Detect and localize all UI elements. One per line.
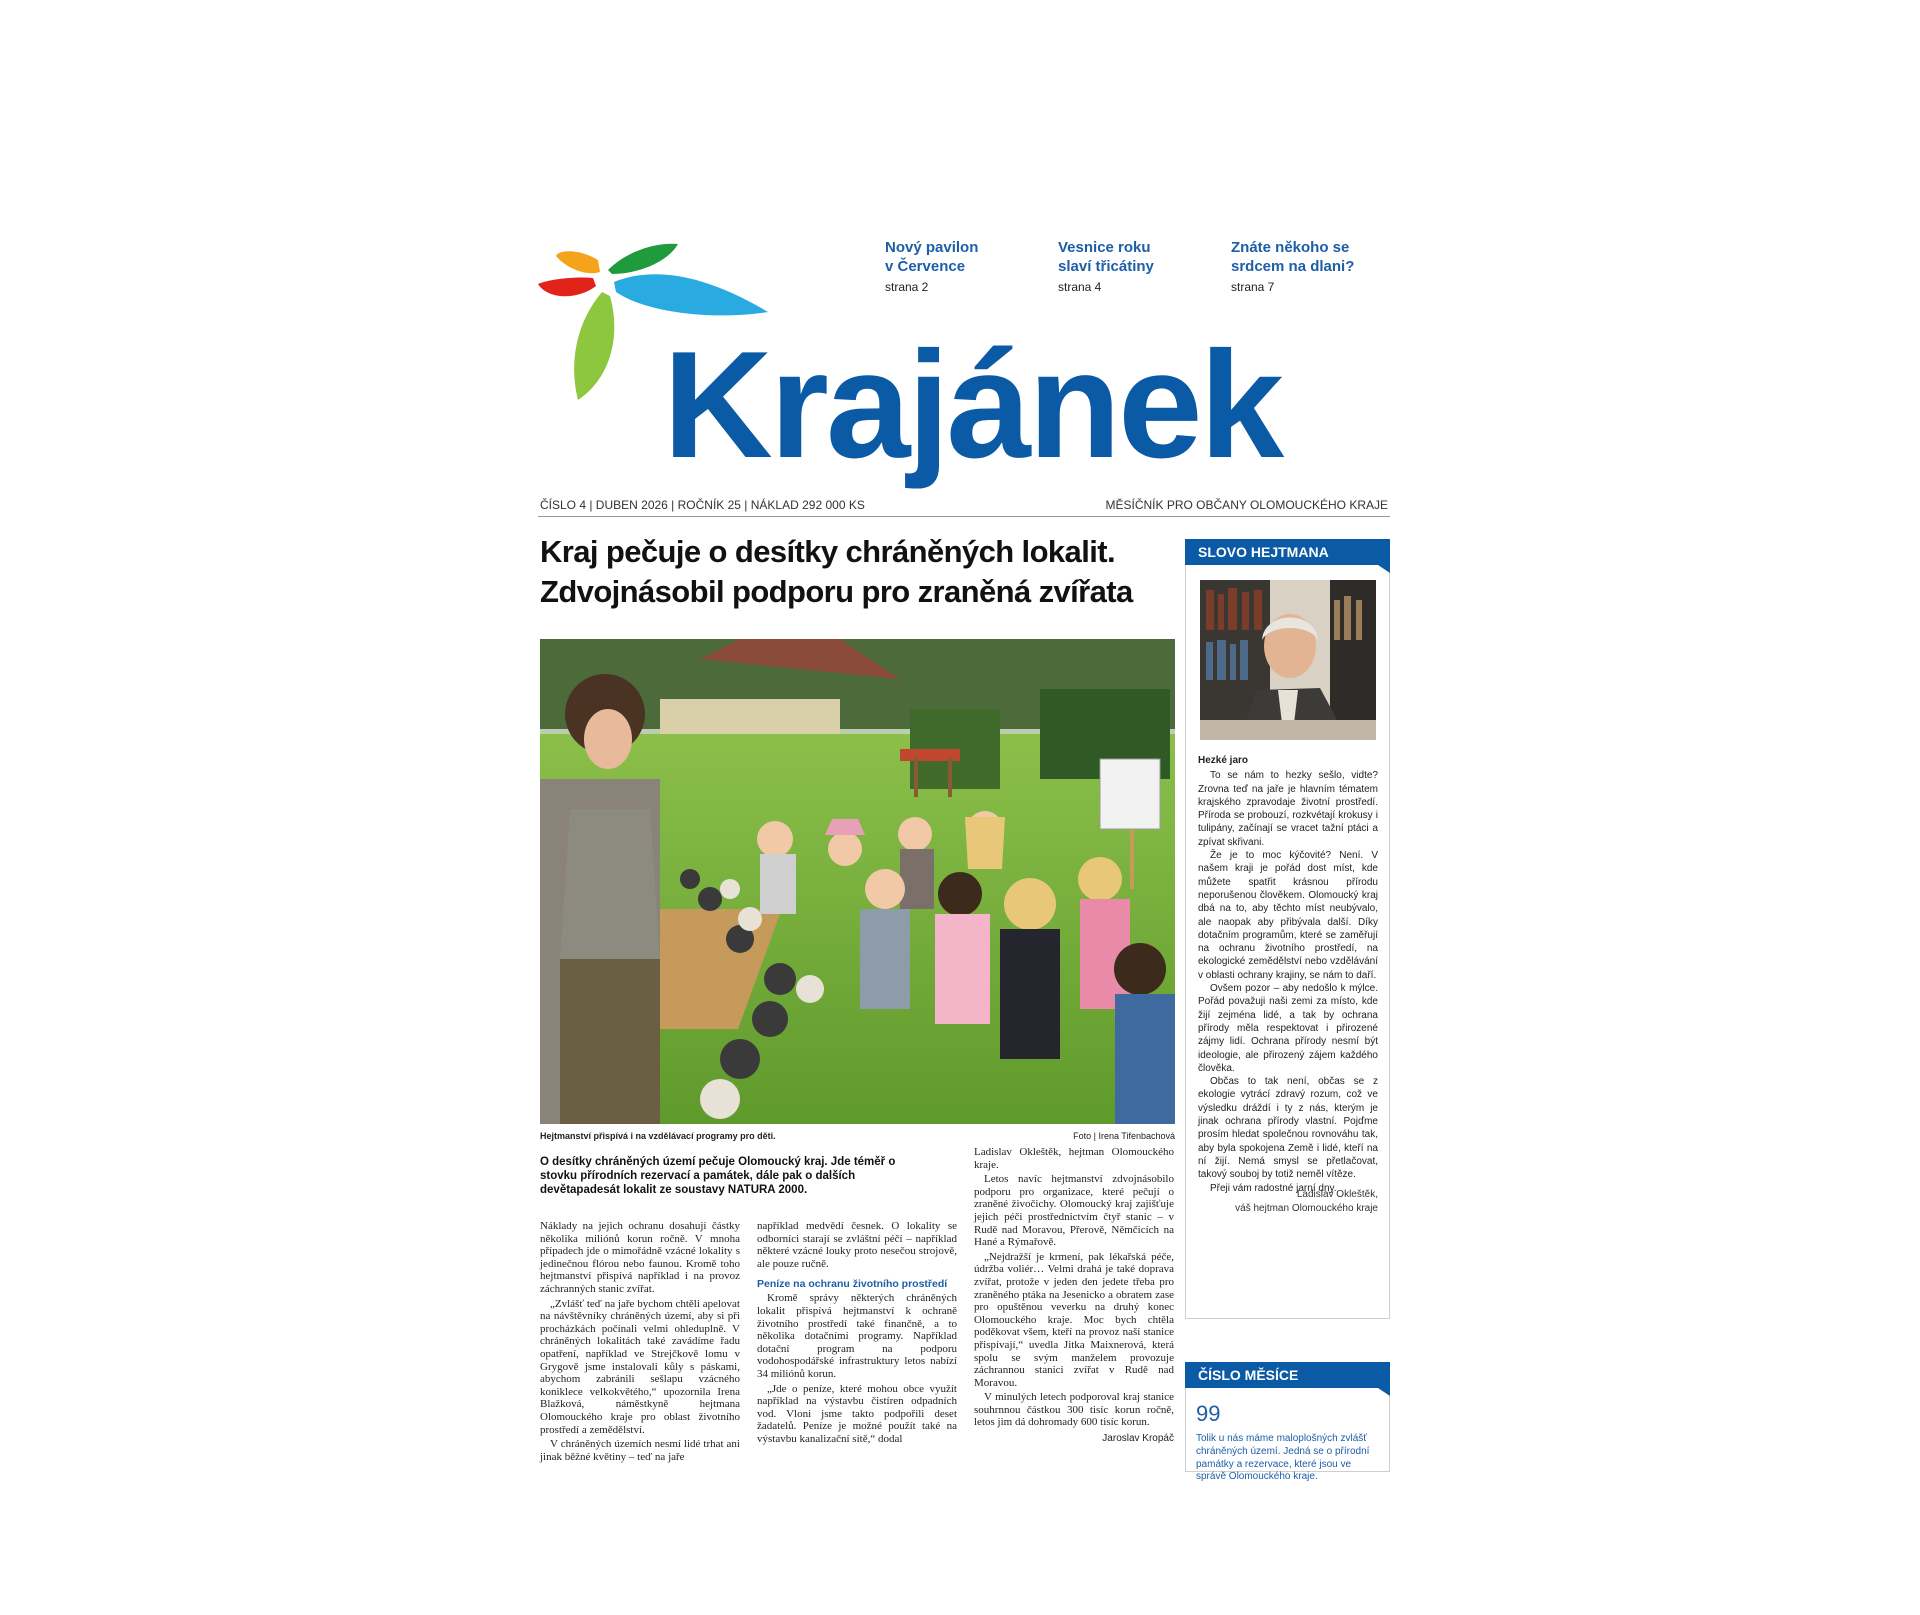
photo-caption: Hejtmanství přispívá i na vzdělávací programy pro děti. xyxy=(540,1131,776,1141)
petal-cyan xyxy=(614,274,768,315)
paragraph: Letos navíc hejtmanství zdvojnásobilo podporu pro organizace, které pečují o zraněné živočichy. Olomoucký kraj zajišťuje jejich péči prostřednictvím čtyř stanic – v Rudě nad Moravou, Přerově, Němčicích na Hané a Rýmařově. xyxy=(974,1173,1174,1249)
governor-signature xyxy=(1198,1188,1378,1216)
paragraph: Přeji vám radostné jarní dny. xyxy=(1210,1182,1337,1194)
article-photo xyxy=(540,639,1175,1124)
teaser-page: strana 4 xyxy=(1058,280,1102,294)
sidebar-governor-column xyxy=(1185,539,1390,1319)
photo-caption-bar xyxy=(540,1131,1175,1141)
issue-info: ČÍSLO 4 | DUBEN 2026 | ROČNÍK 25 | NÁKLAD 292 000 KS xyxy=(540,498,865,512)
petal-orange xyxy=(556,251,600,273)
governor-text xyxy=(1198,754,1378,1195)
governor-heading: Hezké jaro xyxy=(1198,755,1249,766)
paragraph: V minulých letech podporoval kraj stanice souhrnnou částkou 300 tisíc korun ročně, letos jim dá dohromady 600 tisíc korun. xyxy=(974,1391,1174,1429)
paragraph: Ovšem pozor – aby nedošlo k mýlce. Pořád považuji naši zemi za místo, kde žijí zejména lidé, a tak by ochrana přírody měla respektovat i přirozené zájmy lidí. Ochrana přírody nesmí být ideologie, ale přirozený zájem každého člověka. xyxy=(1198,983,1378,1074)
article-column-1 xyxy=(540,1220,740,1465)
governor-portrait xyxy=(1200,580,1376,740)
paragraph: Občas to tak není, občas se z ekologie vytrácí zdravý rozum, což ve výsledku dráždí i ty z nás, kterým je jinak ochrana přírody vlastní. Pojďme prosím hledat společnou rovnováhu tak, aby byla spokojena Země i lidé, kteří na ní žijí. Nemá smysl se přetlačovat, takový souboj by totiž neměl vítěze. xyxy=(1198,1076,1378,1181)
teaser-page: strana 7 xyxy=(1231,280,1275,294)
subheading: Peníze na ochranu životního prostředí xyxy=(757,1278,948,1291)
article-column-3 xyxy=(974,1146,1174,1446)
petal-lime xyxy=(574,292,614,400)
article-author: Jaroslav Kropáč xyxy=(1102,1433,1174,1445)
paragraph: To se nám to hezky sešlo, vidte? Zrovna teď na jaře je hlavním tématem krajského zpravodaje životní prostředí. Příroda se probouzí, rozkvétají krokusy i tulipány, začínají se vracet tažní ptáci a zpívat skřivani. xyxy=(1198,770,1378,848)
masthead-title: Krajánek xyxy=(663,320,1282,490)
photo-credit: Foto | Irena Tifenbachová xyxy=(1073,1131,1175,1141)
paragraph: „Zvlášť teď na jaře bychom chtěli apelovat na návštěvníky chráněných území, aby si při procházkách počínali velmi ohleduplně. V chráněných lokalitách také zavádíme řadu opatření, například ve Strejčkově lomu v Grygově jsme instalovali kůly s páskami, abychom zabránili sešlapu vzácného koniklece velkokvětého,“ upozornila Irena Blažková, náměstkyně hejtmana Olomouckého kraje pro oblast životního prostředí a zemědělství. xyxy=(540,1297,740,1436)
paragraph: „Nejdražší je krmení, pak lékařská péče, údržba voliér… Velmi drahá je také doprava zvířat, protože v jeden den jedete třeba pro zraněného ptáka na Jesenicko a obratem zase pro opuštěnou veverku na druhý konec Olomouckého kraje. Moc bych chtěla poděkovat všem, kteří na provoz naší stanice přispívají,“ uvedla Jitka Maixnerová, která spolu se svým manželem provozuje záchrannou stanici zvířat v Rudě nad Moravou. xyxy=(974,1250,1174,1389)
teaser-title: Nový pavilon xyxy=(885,239,979,256)
issue-bar xyxy=(538,496,1390,517)
signature-name: Ladislav Okleštěk, xyxy=(1296,1189,1378,1200)
teaser-title: slaví třicátiny xyxy=(1058,258,1154,275)
teaser-title: Vesnice roku xyxy=(1058,239,1151,256)
number-box-header: ČÍSLO MĚSÍCE xyxy=(1185,1362,1390,1388)
article-column-2 xyxy=(757,1220,957,1448)
teaser-1[interactable] xyxy=(885,238,1035,294)
tagline: MĚSÍČNÍK PRO OBČANY OLOMOUCKÉHO KRAJE xyxy=(1105,498,1388,512)
petal-red xyxy=(538,277,596,296)
paragraph: Náklady na jejich ochranu dosahují částky několika miliónů korun ročně. V mnoha případech jde o mimořádně vzácné lokality s jedinečnou flórou nebo faunou. Kromě toho hejtmanství přispívá například i na provoz záchranných stanic zvířat. xyxy=(540,1220,740,1295)
paragraph: Ladislav Okleštěk, hejtman Olomouckého kraje. xyxy=(974,1146,1174,1171)
teaser-title: v Července xyxy=(885,258,966,275)
paragraph: „Jde o peníze, které mohou obce využít například na výstavbu čistíren odpadních vod. Vloni jsme takto podpořili deset žadatelů. Peníze je možné použít také na výstavbu kanalizační sítě,“ dodal xyxy=(757,1382,957,1445)
teaser-page: strana 2 xyxy=(885,280,929,294)
paragraph: například medvědí česnek. O lokality se odborníci starají se zvláštní péčí – například některé vzácné louky proto nesečou strojově, ale pouze ručně. xyxy=(757,1220,957,1270)
teaser-title: srdcem na dlani? xyxy=(1231,258,1355,275)
paragraph: V chráněných územích nesmí lidé trhat ani jinak běžné květiny – teď na jaře xyxy=(540,1438,740,1463)
newspaper-page xyxy=(538,230,1390,1483)
petal-green xyxy=(608,244,678,274)
sidebar-header: SLOVO HEJTMANA xyxy=(1185,539,1390,565)
headline-line: Zdvojnásobil podporu pro zraněná zvířata xyxy=(540,574,1133,609)
paragraph: Kromě správy některých chráněných lokalit přispívá hejtmanství k ochraně životního prostředí také finančně, a to několika dotačními programy. Například dotační program na podporu vodohospodářské infrastruktury letos nabízí 34 miliónů korun. xyxy=(757,1292,957,1380)
headline-line: Kraj pečuje o desítky chráněných lokalit. xyxy=(540,534,1115,569)
number-value: 99 xyxy=(1196,1401,1221,1426)
teaser-2[interactable] xyxy=(1058,238,1208,294)
article-lead: O desítky chráněných území pečuje Olomoucký kraj. Jde téměř o stovku přírodních rezervací a památek, dále pak o dalších devětapadesát lokalit ze soustavy NATURA 2000. xyxy=(540,1156,896,1196)
article-headline xyxy=(540,532,1180,612)
signature-role: váš hejtman Olomouckého kraje xyxy=(1235,1203,1378,1214)
teaser-3[interactable] xyxy=(1231,238,1381,294)
number-text: Tolik u nás máme maloplošných zvlášť chráněných území. Jedná se o přírodní památky a rezervace, které jsou ve správě Olomouckého kraje. xyxy=(1196,1433,1370,1483)
teaser-title: Znáte někoho se xyxy=(1231,239,1350,256)
number-of-month-box xyxy=(1185,1362,1390,1483)
paragraph: Že je to moc kýčovité? Není. V našem kraji je pořád dost míst, kde můžete spatřit krásnou přírodu neporušenou člověkem. Olomoucký kraj dbá na to, aby těchto míst neubývalo, ale naopak aby přibývala další. Díky dotačním programům, které se zaměřují na ochranu životního prostředí, na ekologické zemědělství nebo vzdělávání v oblasti ochrany krajiny, se nám to daří. xyxy=(1198,850,1378,981)
